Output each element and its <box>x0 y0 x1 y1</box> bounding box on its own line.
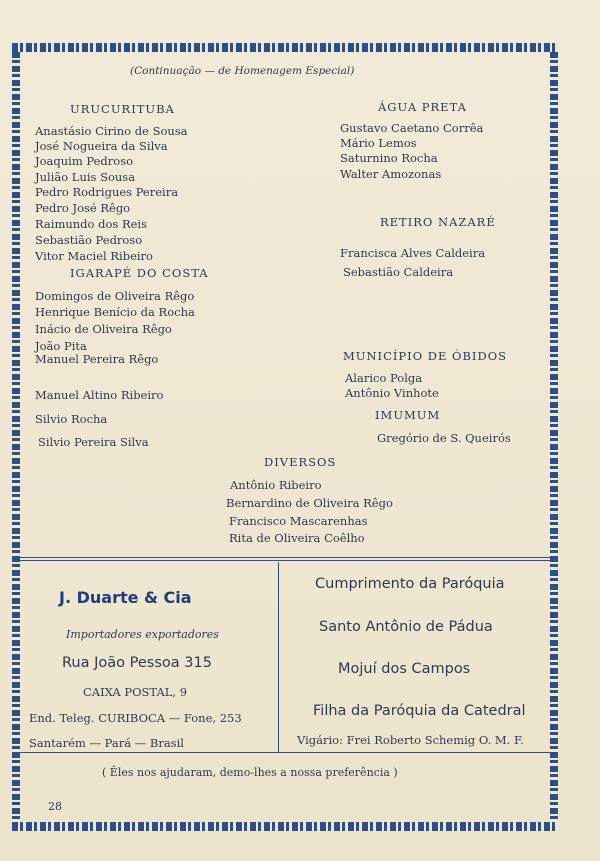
advertiser-tagline: Importadores exportadores <box>66 628 219 641</box>
list-item: Saturnino Rocha <box>340 151 438 165</box>
parish-line: Filha da Paróquia da Catedral <box>313 703 526 719</box>
parish-line: Cumprimento da Paróquia <box>315 576 505 592</box>
parish-line: Mojuí dos Campos <box>338 661 471 677</box>
ad-divider-top-double <box>14 560 550 561</box>
list-item: Gregório de S. Queirós <box>377 431 511 445</box>
section-heading-diversos: DIVERSOS <box>264 455 337 469</box>
ad-divider-bottom <box>14 752 550 753</box>
list-item: Mário Lemos <box>340 136 417 150</box>
list-item: Manuel Pereira Rêgo <box>35 352 159 366</box>
list-item: Pedro Rodrigues Pereira <box>35 185 179 199</box>
section-heading-agua-preta: ÁGUA PRETA <box>378 100 467 114</box>
ad-divider-middle <box>278 562 279 752</box>
footer-note: ( Êles nos ajudaram, demo-lhes a nossa preferência ) <box>102 766 398 779</box>
list-item: Silvio Rocha <box>35 412 108 426</box>
advertiser-location: Santarém — Pará — Brasil <box>29 736 184 750</box>
list-item: Rita de Oliveira Coêlho <box>229 531 365 545</box>
list-item: Julião Luis Sousa <box>35 170 136 184</box>
advertiser-address: Rua João Pessoa 315 <box>62 655 212 671</box>
list-item: Manuel Altino Ribeiro <box>35 388 164 402</box>
list-item: João Pita <box>35 339 87 353</box>
page-number: 28 <box>48 800 62 813</box>
list-item: Silvio Pereira Silva <box>38 435 149 449</box>
list-item: Walter Amozonas <box>340 167 442 181</box>
advertiser-contact: End. Teleg. CURIBOCA — Fone, 253 <box>29 711 242 725</box>
section-heading-retiro: RETIRO NAZARÉ <box>380 215 496 229</box>
parish-line: Santo Antônio de Pádua <box>319 619 493 635</box>
list-item: Joaquim Pedroso <box>35 154 134 168</box>
list-item: Francisco Mascarenhas <box>229 514 368 528</box>
list-item: Pedro José Rêgo <box>35 201 131 215</box>
list-item: Sebastião Pedroso <box>35 233 143 247</box>
list-item: José Nogueira da Silva <box>35 139 168 153</box>
ad-divider-top <box>14 557 550 558</box>
list-item: Anastásio Cirino de Sousa <box>35 124 188 138</box>
list-item: Gustavo Caetano Corrêa <box>340 121 484 135</box>
section-heading-obidos: MUNICÍPIO DE ÓBIDOS <box>343 349 507 363</box>
list-item: Bernardino de Oliveira Rêgo <box>226 496 393 510</box>
list-item: Inácio de Oliveira Rêgo <box>35 322 172 336</box>
list-item: Alarico Polga <box>345 371 423 385</box>
list-item: Henrique Benício da Rocha <box>35 305 195 319</box>
list-item: Domingos de Oliveira Rêgo <box>35 289 195 303</box>
decorative-border-top <box>12 43 558 52</box>
list-item: Sebastião Caldeira <box>343 265 454 279</box>
list-item: Raimundo dos Reis <box>35 217 148 231</box>
section-heading-igarape: IGARAPÉ DO COSTA <box>70 266 209 280</box>
list-item: Francisca Alves Caldeira <box>340 246 486 260</box>
list-item: Vitor Maciel Ribeiro <box>35 249 153 263</box>
page-subtitle: (Continuação — de Homenagem Especial) <box>130 65 355 77</box>
advertiser-postal-box: CAIXA POSTAL, 9 <box>83 685 188 699</box>
list-item: Antônio Vinhote <box>345 386 439 400</box>
parish-vicar: Vigário: Frei Roberto Schemig O. M. F. <box>297 733 524 747</box>
advertiser-name: J. Duarte & Cia <box>59 588 192 607</box>
decorative-border-bottom <box>12 822 558 831</box>
list-item: Antônio Ribeiro <box>230 478 322 492</box>
section-heading-imumum: IMUMUM <box>375 408 441 422</box>
decorative-border-left <box>12 52 20 822</box>
decorative-border-right <box>550 52 558 822</box>
section-heading-urucurituba: URUCURITUBA <box>70 102 175 116</box>
